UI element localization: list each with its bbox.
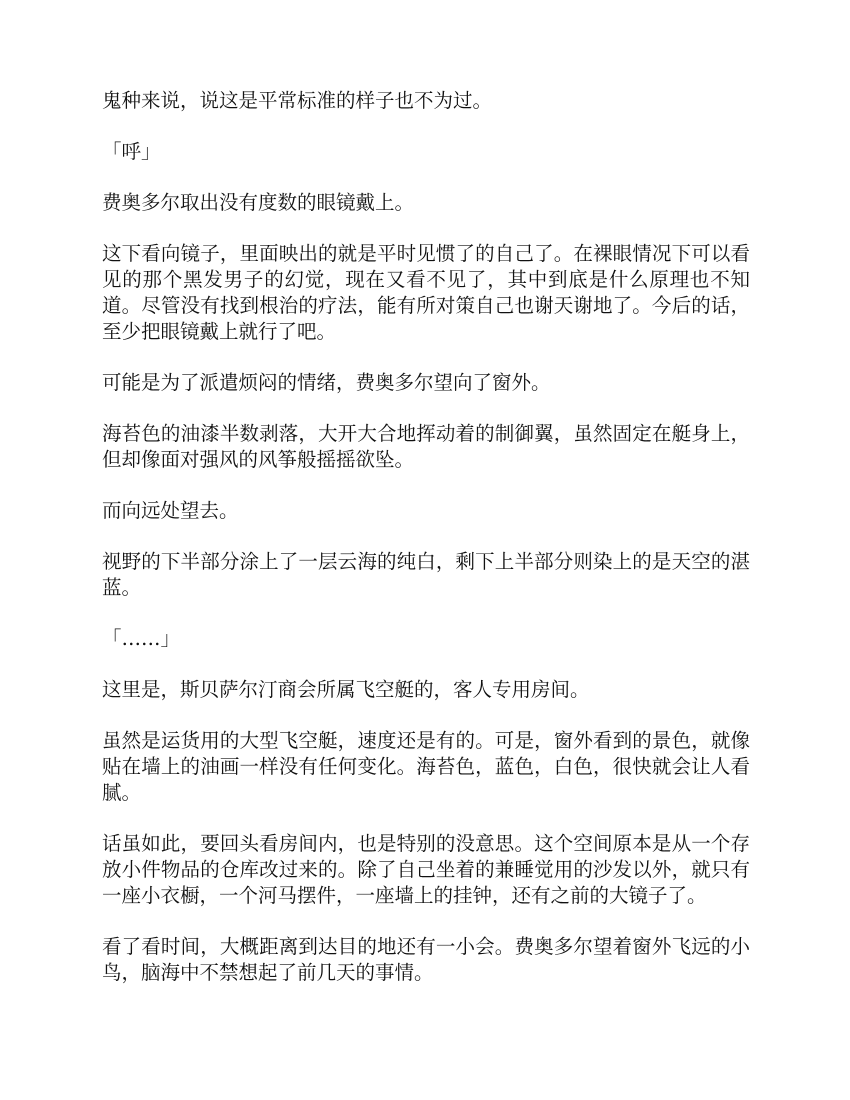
paragraph-5: 可能是为了派遣烦闷的情绪，费奥多尔望向了窗外。 bbox=[102, 371, 551, 394]
paragraph-7: 而向远处望去。 bbox=[102, 499, 239, 522]
paragraph-4: 这下看向镜子，里面映出的就是平时见惯了的自己了。在裸眼情况下可以看见的那个黑发男子的幻觉，现在又看不见了，其中到底是什么原理也不知道。尽管没有找到根治的疗法，能有所对策自己也谢天谢地了。今后的话，至少把眼镜戴上就行了吧。 bbox=[102, 242, 750, 343]
paragraph-12: 话虽如此，要回头看房间内，也是特别的没意思。这个空间原本是从一个存放小件物品的仓库改过来的。除了自己坐着的兼睡觉用的沙发以外，就只有一座小衣橱，一个河马摆件，一座墙上的挂钟，还有之前的大镜子了。 bbox=[102, 832, 750, 907]
paragraph-2: 「呼」 bbox=[102, 140, 161, 163]
paragraph-3: 费奥多尔取出没有度数的眼镜戴上。 bbox=[102, 191, 415, 214]
paragraph-1: 鬼种来说，说这是平常标准的样子也不为过。 bbox=[102, 89, 493, 112]
paragraph-9: 「……」 bbox=[102, 627, 181, 650]
paragraph-11: 虽然是运货用的大型飞空艇，速度还是有的。可是，窗外看到的景色，就像贴在墙上的油画一样没有任何变化。海苔色，蓝色，白色，很快就会让人看腻。 bbox=[102, 729, 750, 804]
paragraph-13: 看了看时间，大概距离到达目的地还有一小会。费奥多尔望着窗外飞远的小鸟，脑海中不禁想起了前几天的事情。 bbox=[102, 935, 750, 984]
paragraph-10: 这里是，斯贝萨尔汀商会所属飞空艇的，客人专用房间。 bbox=[102, 678, 590, 701]
paragraph-6: 海苔色的油漆半数剥落，大开大合地挥动着的制御翼，虽然固定在艇身上，但却像面对强风的风筝般摇摇欲坠。 bbox=[102, 422, 750, 471]
paragraph-8: 视野的下半部分涂上了一层云海的纯白，剩下上半部分则染上的是天空的湛蓝。 bbox=[102, 550, 750, 599]
